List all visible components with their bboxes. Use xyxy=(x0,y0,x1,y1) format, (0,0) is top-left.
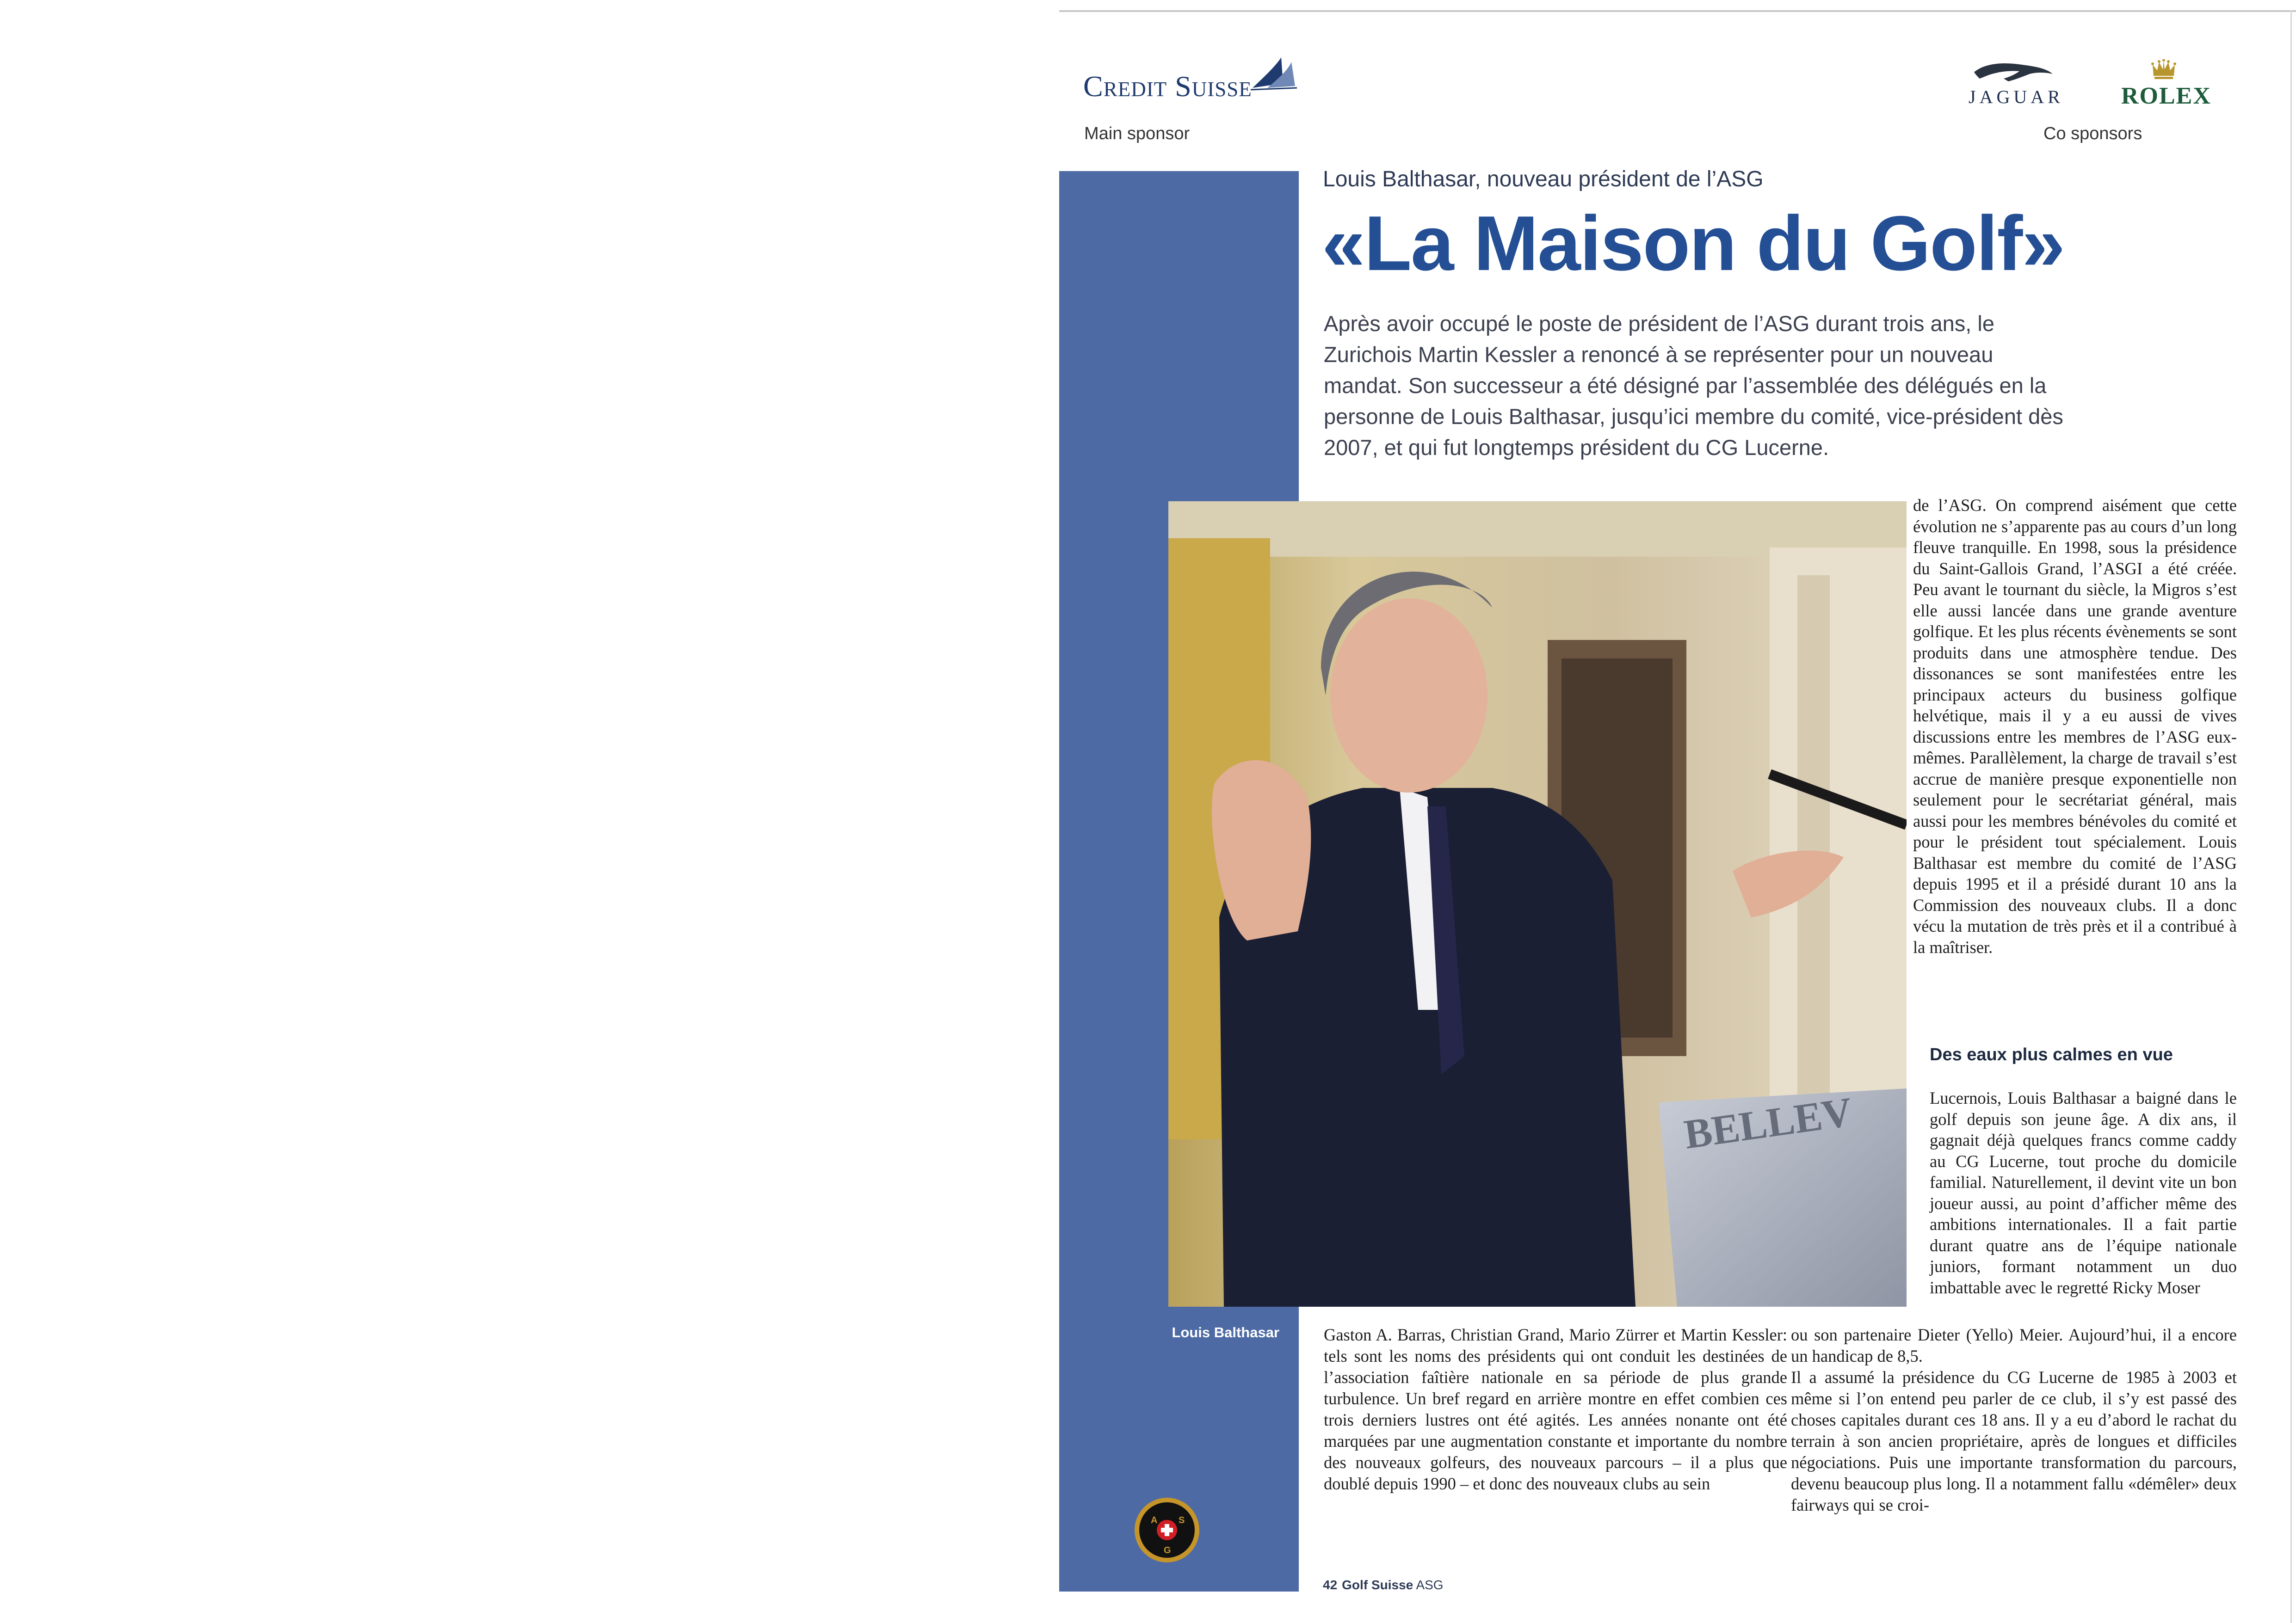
rolex-crown-logo xyxy=(2151,59,2177,80)
magazine-name: Golf Suisse xyxy=(1342,1578,1413,1592)
badge-letter-s: S xyxy=(1179,1515,1185,1525)
page-number: 42 xyxy=(1323,1578,1338,1592)
body-paragraph: ou son partenaire Dieter (Yello) Meier. Aujourd’hui, il a encore un handicap de 8,5. xyxy=(1791,1325,2237,1365)
body-paragraph: Lucernois, Louis Balthasar a baigné dans le golf depuis son jeune âge. A dix ans, il gagnait déjà quelques francs comme caddy au CG Lucerne, tout proche du domicile familial. Naturellement, il devint vite un bon joueur aussi, au point d’afficher même des ambitions internationales. Il a fait partie durant quatre ans de l’équipe nationale juniors, formant notamment un duo imbattable avec le regretté Ricky Moser xyxy=(1930,1088,2237,1297)
jaguar-leaper-logo xyxy=(1971,58,2055,84)
co-sponsors-label: Co sponsors xyxy=(2043,124,2142,143)
asg-badge xyxy=(1132,1495,1202,1565)
speaker-photo xyxy=(1168,501,1907,1307)
credit-suisse-wordmark: Credit Suisse xyxy=(1083,70,1252,103)
article-subhead: Des eaux plus calmes en vue xyxy=(1930,1045,2173,1064)
body-column-left xyxy=(1324,1324,1787,1494)
page-footer xyxy=(1323,1578,1444,1592)
main-sponsor-label: Main sponsor xyxy=(1084,124,1190,143)
magazine-section: ASG xyxy=(1416,1578,1444,1592)
article-title: «La Maison du Golf» xyxy=(1322,200,2064,287)
top-rule xyxy=(1059,10,2296,12)
article-kicker: Louis Balthasar, nouveau président de l’ASG xyxy=(1323,167,1764,191)
body-column-right xyxy=(1791,1324,2237,1516)
badge-letter-a: A xyxy=(1151,1515,1158,1525)
rolex-wordmark: ROLEX xyxy=(2121,83,2211,109)
body-paragraph: Gaston A. Barras, Christian Grand, Mario Zürrer et Martin Kessler: tels sont les noms des présidents qui ont conduit les destinées de l’association faîtière nationale en sa période de plus grande turbulence. Un bref regard en arrière montre en effet combien ces trois derniers lustres ont été agités. Les années nonante ont été marquées par une augmentation constante et importante du nombre des nouveaux golfeurs, des nouveaux parcours – il a plus que doublé depuis 1990 – et donc des nouveaux clubs au sein xyxy=(1324,1325,1787,1493)
article-lead: Après avoir occupé le poste de président de l’ASG durant trois ans, le Zurichois Martin Kessler a renoncé à se représenter pour un nouveau mandat. Son successeur a été désigné par l’assemblée des délégués en la personne de Louis Balthasar, jusqu’ici membre du comité, vice-président dès 2007, et qui fut longtemps président du CG Lucerne. xyxy=(1324,311,2063,460)
credit-suisse-sails-logo xyxy=(1249,55,1300,92)
photo-caption: Louis Balthasar xyxy=(1172,1324,1279,1340)
page-edge xyxy=(2290,10,2292,1623)
body-paragraph: de l’ASG. On comprend aisément que cette évolution ne s’apparente pas au cours d’un long fleuve tranquille. En 1998, sous la présidence du Saint-Gallois Grand, l’ASGI a été créée. Peu avant le tournant du siècle, la Migros s’est elle aussi lancée dans une grande aventure golfique. Et les plus récents évènements se sont produits dans une atmosphère tendue. Des dissonances se sont manifestées entre les principaux acteurs du business golfique helvétique, mais il y a eu aussi de vives discussions entre les membres de l’ASG eux-mêmes. Parallèlement, la charge de travail s’est accrue de manière presque exponentielle non seulement pour le secrétariat général, mais aussi pour les membres bénévoles du comité et pour le président tout spécialement. Louis Balthasar est membre du comité de l’ASG depuis 1995 et il a présidé durant 10 ans la Commission des nouveaux clubs. Il a donc vécu la mutation de très près et il a contribué à la maîtriser. xyxy=(1913,496,2237,957)
badge-letter-g: G xyxy=(1164,1545,1171,1555)
body-paragraph: Il a assumé la présidence du CG Lucerne de 1985 à 2003 et même si l’on entend peu parler de ce club, il s’y est passé des choses capitales durant ces 18 ans. Il y a eu d’abord le rachat du terrain à son ancien propriétaire, après de longues et difficiles négociations. Puis une importante transformation du parcours, devenu beaucoup plus long. Il a notamment fallu «démêler» deux fairways qui se croi- xyxy=(1791,1368,2237,1514)
body-column-middle xyxy=(1930,1088,2237,1298)
podium-sign: BELLEV xyxy=(1681,1088,1855,1158)
jaguar-wordmark: JAGUAR xyxy=(1969,86,2064,107)
body-column-top xyxy=(1913,495,2237,958)
